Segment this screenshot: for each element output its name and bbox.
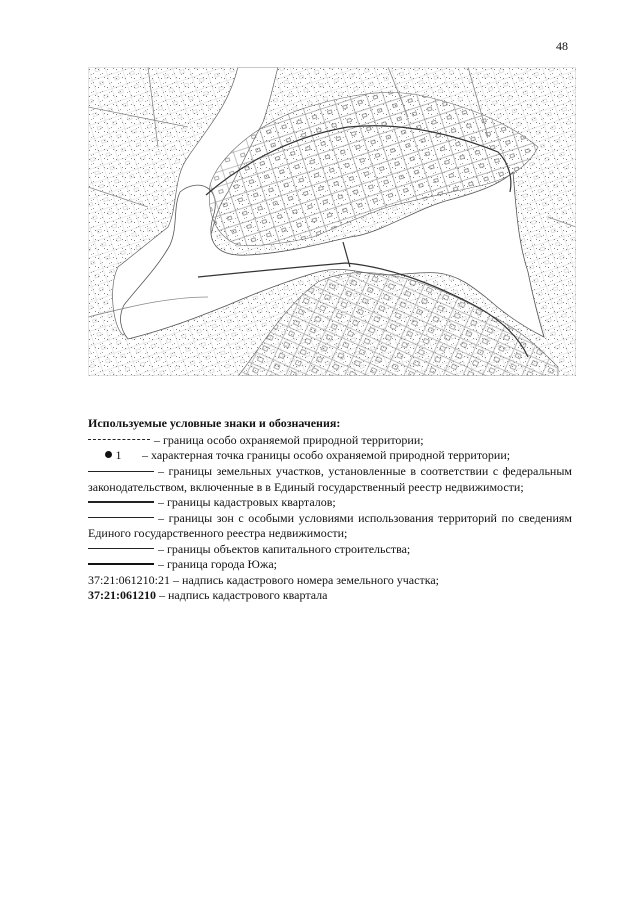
legend-item-cadastral-quarters [88, 495, 572, 511]
capital-object-boundary-line-icon [88, 548, 154, 549]
legend-item-text: – надпись кадастрового номера земельного участка; [173, 572, 440, 587]
legend-title: Используемые условные знаки и обозначения: [88, 416, 341, 430]
point-dot-icon [105, 451, 112, 458]
quarter-number-sample: 37:21:061210 [88, 588, 156, 602]
cadastral-quarter-boundary-line-icon [88, 501, 154, 503]
legend-item-land-plots [88, 464, 572, 495]
legend-item-text: – надпись кадастрового квартала [159, 588, 328, 602]
page-number: 48 [556, 39, 568, 53]
legend-item-text: – граница города Южа; [158, 557, 277, 571]
legend-item-text: – характерная точка границы особо охраняемой природной территории; [142, 448, 511, 462]
legend-item-quarter-label [88, 588, 572, 604]
legend-item-characteristic-point [88, 448, 572, 464]
legend [88, 416, 572, 604]
legend-item-special-zones [88, 511, 572, 542]
legend-item-land-plot-label [88, 573, 572, 589]
legend-item-text: – граница особо охраняемой природной территории; [154, 432, 424, 447]
legend-item-text: – границы кадастровых кварталов; [158, 495, 336, 509]
legend-item-city-boundary [88, 557, 572, 573]
land-plot-number-sample: 37:21:061210:21 [88, 572, 171, 587]
city-boundary-line-icon [88, 563, 154, 565]
legend-item-text: – границы зон с особыми условиями использования территорий по сведениям Единого государственного реестра недвижимости; [88, 510, 572, 540]
oopt-boundary-line-icon [88, 439, 150, 440]
special-zone-boundary-line-icon [88, 517, 154, 518]
land-plot-boundary-line-icon [88, 471, 154, 472]
legend-item-text: – границы земельных участков, установленные в соответствии с федеральным законодательством, включенные в в Единый государственный реестр недвижимости; [88, 464, 572, 494]
legend-item-capital-objects [88, 542, 572, 558]
legend-item-text: – границы объектов капитального строительства; [158, 541, 411, 556]
cadastral-map [88, 67, 576, 376]
characteristic-point-symbol [88, 448, 138, 464]
legend-item-oopt-boundary [88, 433, 572, 449]
point-number: 1 [115, 447, 122, 462]
